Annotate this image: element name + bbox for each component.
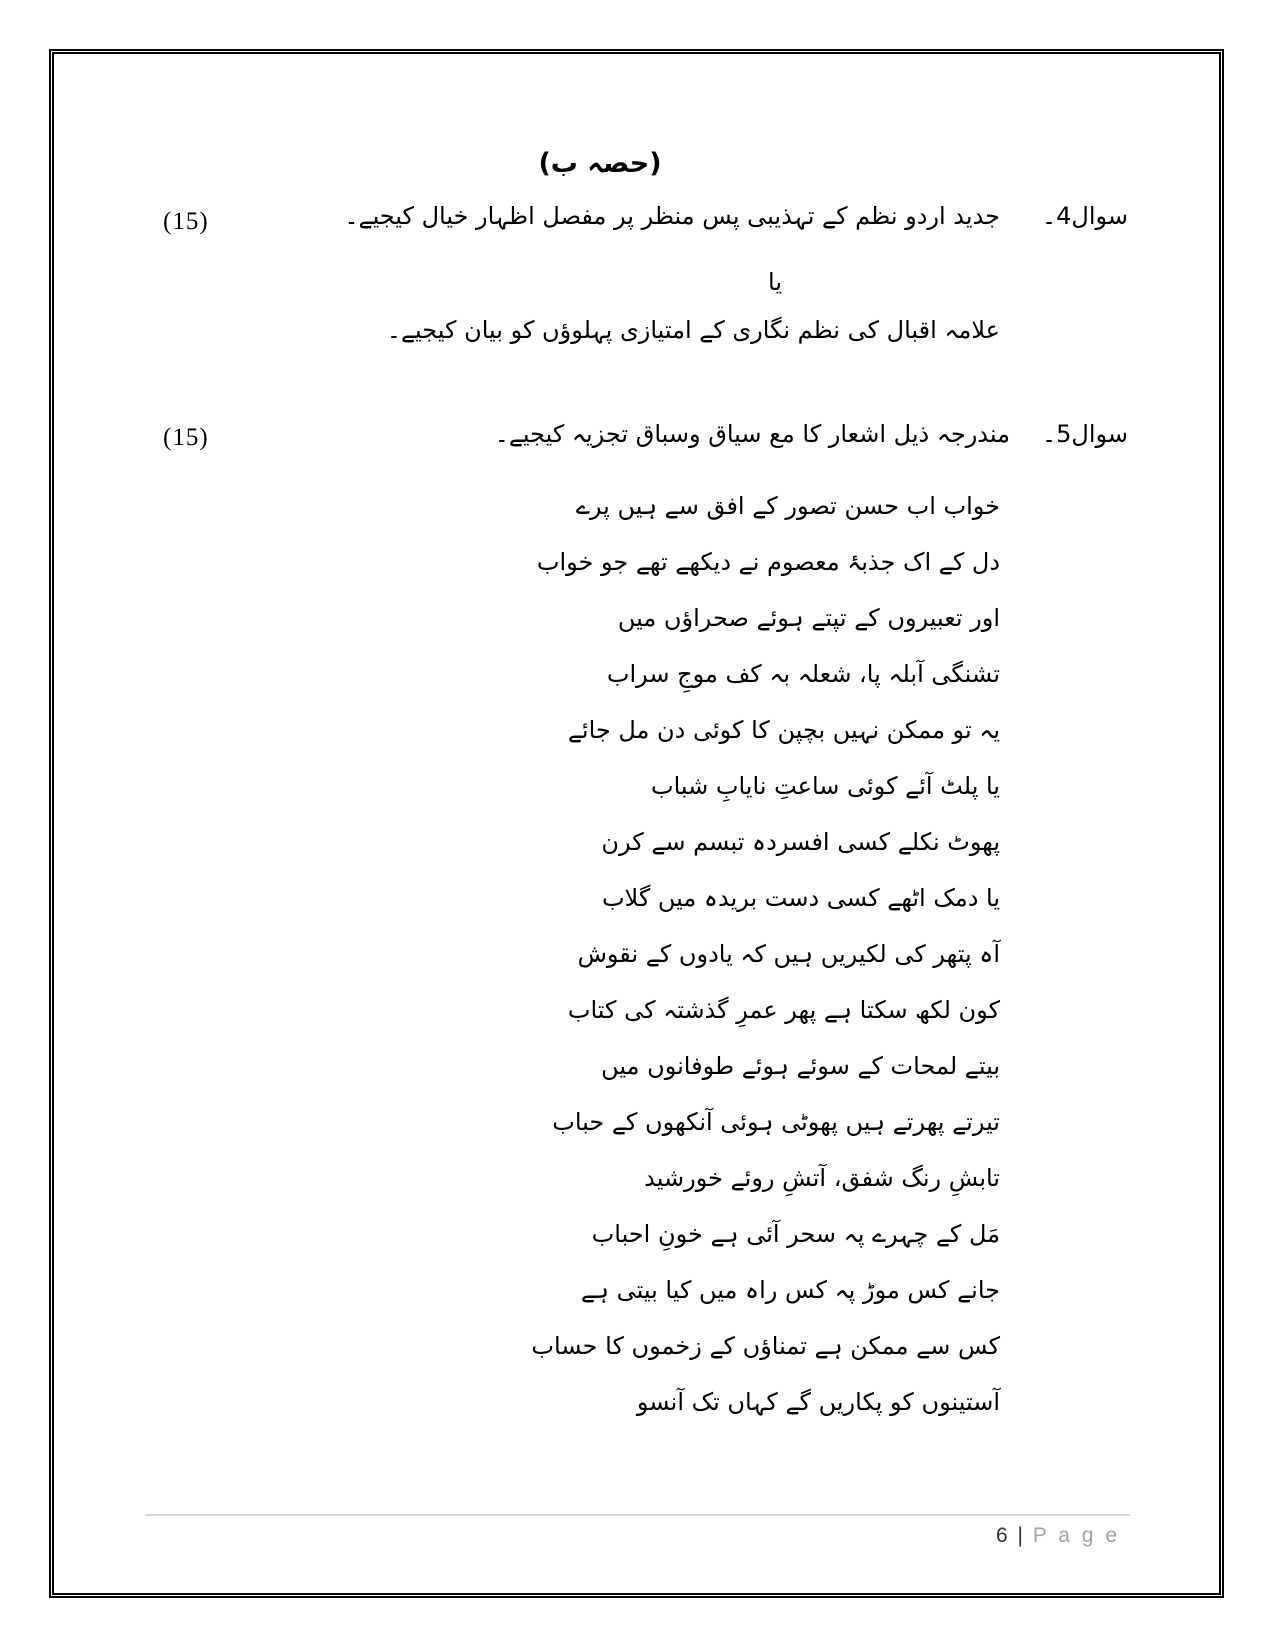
poem-line: بیتے لمحات کے سوئے ہوئے طوفانوں میں — [601, 1052, 1000, 1080]
poem-line: تشنگی آبلہ پا، شعلہ بہ کف موجِ سراب — [606, 660, 1000, 688]
poem-line: آہ پتھر کی لکیریں ہیں کہ یادوں کے نقوش — [577, 940, 1000, 968]
poem-line: یہ تو ممکن نہیں بچپن کا کوئی دن مل جائے — [567, 716, 1000, 744]
question-5-label: سوال5۔ — [1042, 420, 1128, 448]
poem-line: پھوٹ نکلے کسی افسردہ تبسم سے کرن — [601, 828, 1000, 856]
question-5-marks: (15) — [163, 424, 209, 451]
question-4-label: سوال4۔ — [1042, 202, 1128, 230]
poem-line: خواب اب حسن تصور کے افق سے ہیں پرے — [575, 492, 1000, 520]
poem-line: دل کے اک جذبۂ معصوم نے دیکھے تھے جو خواب — [536, 548, 1000, 576]
question-4-text: جدید اردو نظم کے تہذیبی پس منظر پر مفصل اظہار خیال کیجیے۔ — [344, 202, 1000, 230]
question-5-text: مندرجہ ذیل اشعار کا مع سیاق وسباق تجزیہ کیجیے۔ — [494, 420, 1010, 448]
section-heading: (حصہ ب) — [538, 148, 662, 179]
page-number-separator: | — [1017, 1524, 1023, 1547]
question-4-marks: (15) — [163, 208, 209, 235]
or-separator: یا — [768, 268, 782, 296]
poem-line: تیرتے پھرتے ہیں پھوٹی ہوئی آنکھوں کے حباب — [552, 1108, 1000, 1136]
poem-line: تابشِ رنگ شفق، آتشِ روئے خورشید — [644, 1164, 1000, 1192]
poem-line: کس سے ممکن ہے تمناؤں کے زخموں کا حساب — [531, 1332, 1000, 1360]
page-footer — [900, 1524, 1120, 1548]
poem-line: یا پلٹ آئے کوئی ساعتِ نایابِ شباب — [650, 772, 1000, 800]
poem-block — [531, 478, 1000, 1430]
poem-line: کون لکھ سکتا ہے پھر عمرِ گذشتہ کی کتاب — [567, 996, 1000, 1024]
poem-line: جانے کس موڑ پہ کس راہ میں کیا بیتی ہے — [580, 1276, 1000, 1304]
question-4-alternative-text: علامہ اقبال کی نظم نگاری کے امتیازی پہلوؤں کو بیان کیجیے۔ — [386, 316, 1000, 344]
poem-line: آستینوں کو پکاریں گے کہاں تک آنسو — [636, 1388, 1000, 1416]
poem-line: مَل کے چہرے پہ سحر آئی ہے خونِ احباب — [591, 1220, 1000, 1248]
poem-line: یا دمک اٹھے کسی دست بریدہ میں گلاب — [601, 884, 1000, 912]
page-word: P a g e — [1032, 1524, 1120, 1547]
page-number: 6 — [995, 1524, 1008, 1547]
poem-line: اور تعبیروں کے تپتے ہوئے صحراؤں میں — [617, 604, 1000, 632]
footer-divider — [145, 1514, 1130, 1516]
